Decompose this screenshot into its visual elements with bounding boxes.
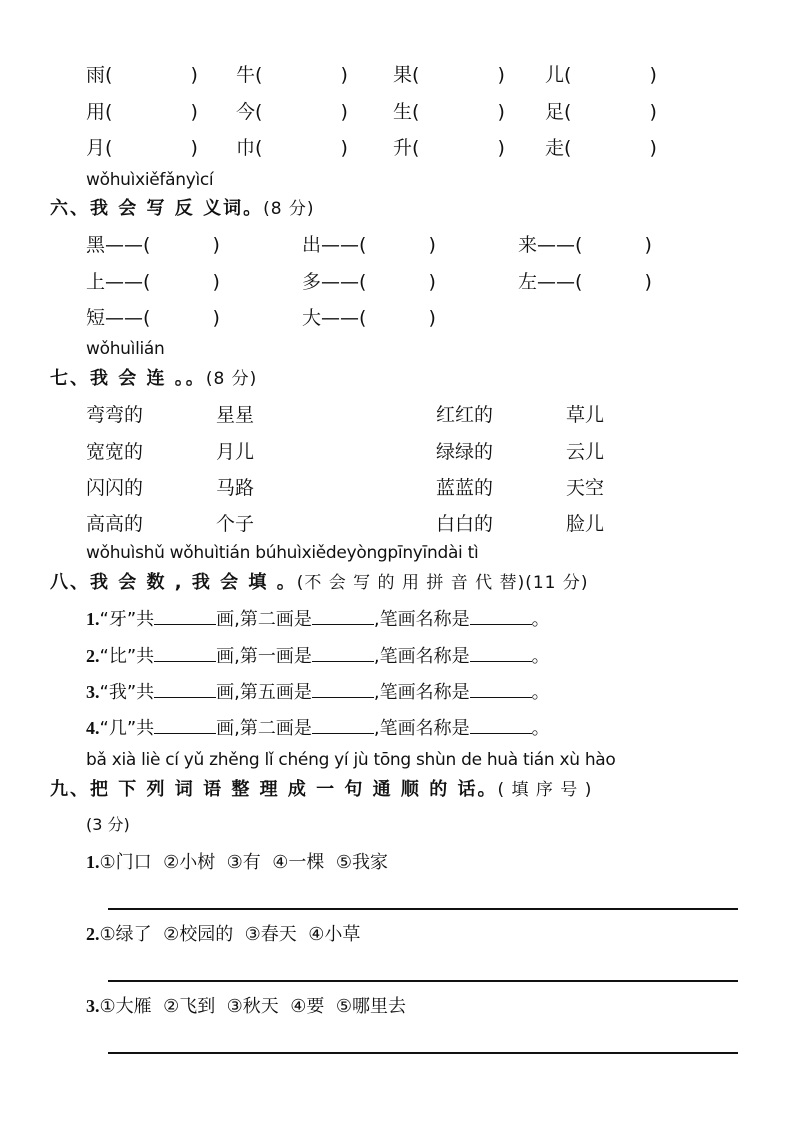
- paren-open: (: [359, 307, 367, 329]
- dash: ——: [105, 307, 144, 329]
- paren-open: (: [359, 271, 367, 293]
- paren-open: (: [359, 234, 367, 256]
- paren-close: ): [497, 101, 505, 123]
- dash: ——: [321, 271, 360, 293]
- paren-open: (: [105, 137, 113, 159]
- paren-close: ): [649, 64, 657, 86]
- paren-open: (: [105, 101, 113, 123]
- section-9-pinyin: bǎ xià liè cí yǔ zhěng lǐ chéng yí jù tōng shùn de huà tián xù hào: [86, 750, 616, 770]
- character: 用: [86, 101, 106, 123]
- character: 牛: [236, 64, 256, 86]
- character: 生: [393, 101, 413, 123]
- paren-close: ): [649, 101, 657, 123]
- character: 出: [302, 234, 322, 256]
- stroke-question: [86, 678, 550, 704]
- paren-close: ): [428, 307, 436, 329]
- paren-open: (: [143, 307, 151, 329]
- character: 足: [545, 101, 565, 123]
- answer-line[interactable]: [108, 908, 738, 910]
- character: 巾: [236, 137, 256, 159]
- section-6-score: (8 分): [263, 199, 315, 219]
- match-word[interactable]: 蓝蓝的: [436, 477, 494, 499]
- section-9-note: ( 填 序 号 ): [497, 780, 593, 800]
- paren-close: ): [190, 101, 198, 123]
- match-word[interactable]: 高高的: [86, 513, 144, 535]
- paren-close: ): [428, 271, 436, 293]
- stroke-question: [86, 714, 550, 740]
- stroke-blank[interactable]: [312, 679, 374, 698]
- match-word[interactable]: 闪闪的: [86, 477, 144, 499]
- paren-close: ): [212, 307, 220, 329]
- answer-line[interactable]: [108, 1052, 738, 1054]
- dash: ——: [105, 271, 144, 293]
- question-mid: 画,第二画是: [216, 609, 312, 630]
- section-6-title: 六、我 会 写 反 义词。: [50, 198, 264, 219]
- question-number: 3.: [86, 682, 100, 702]
- char-item: [236, 133, 348, 160]
- char-item: [236, 97, 348, 124]
- paren-close: ): [497, 64, 505, 86]
- antonym-item: [302, 230, 436, 257]
- paren-open: (: [255, 137, 263, 159]
- paren-open: (: [575, 234, 583, 256]
- paren-open: (: [575, 271, 583, 293]
- match-word[interactable]: 天空: [566, 477, 605, 499]
- char-item: [545, 133, 657, 160]
- match-word[interactable]: 月儿: [216, 441, 255, 463]
- stroke-question: [86, 605, 550, 631]
- stroke-blank[interactable]: [312, 606, 374, 625]
- paren-open: (: [564, 137, 572, 159]
- match-word[interactable]: 红红的: [436, 404, 494, 426]
- question-mid: 画,第二画是: [216, 718, 312, 739]
- paren-close: ): [212, 234, 220, 256]
- paren-close: ): [340, 137, 348, 159]
- question-char: “我”共: [99, 682, 155, 703]
- paren-open: (: [255, 64, 263, 86]
- word-options: ①门口 ②小树 ③有 ④一棵 ⑤我家: [99, 852, 388, 873]
- character: 短: [86, 307, 106, 329]
- char-item: [393, 133, 505, 160]
- dash: ——: [321, 307, 360, 329]
- paren-open: (: [564, 64, 572, 86]
- stroke-name-blank[interactable]: [470, 715, 532, 734]
- match-word[interactable]: 白白的: [436, 513, 494, 535]
- section-9-heading: [50, 775, 592, 801]
- section-7-pinyin: wǒhuìlián: [86, 339, 165, 359]
- antonym-item: [86, 230, 220, 257]
- sentence-question: [86, 992, 406, 1018]
- question-number: 1.: [86, 609, 100, 629]
- paren-open: (: [255, 101, 263, 123]
- paren-close: ): [190, 64, 198, 86]
- match-word[interactable]: 个子: [216, 513, 255, 535]
- match-word[interactable]: 草儿: [566, 404, 605, 426]
- stroke-name-blank[interactable]: [470, 643, 532, 662]
- question-end: ,笔画名称是: [373, 646, 470, 667]
- paren-open: (: [412, 137, 420, 159]
- char-item: [86, 97, 198, 124]
- section-8-pinyin: wǒhuìshǔ wǒhuìtián búhuìxiědeyòngpīnyīndài tì: [86, 543, 479, 563]
- question-char: “几”共: [99, 718, 155, 739]
- section-9-score: (3 分): [86, 815, 130, 834]
- question-number: 4.: [86, 718, 100, 738]
- full-stop: 。: [531, 682, 550, 703]
- antonym-item: [86, 267, 220, 294]
- answer-line[interactable]: [108, 980, 738, 982]
- question-char: “牙”共: [99, 609, 155, 630]
- question-end: ,笔画名称是: [373, 718, 470, 739]
- paren-open: (: [564, 101, 572, 123]
- dash: ——: [537, 234, 576, 256]
- character: 雨: [86, 64, 106, 86]
- section-7-score: (8 分): [205, 369, 258, 389]
- antonym-item: [302, 267, 436, 294]
- question-mid: 画,第五画是: [216, 682, 312, 703]
- paren-close: ): [428, 234, 436, 256]
- match-word[interactable]: 马路: [216, 477, 255, 499]
- antonym-item: [302, 303, 436, 330]
- char-item: [86, 133, 198, 160]
- character: 多: [302, 271, 322, 293]
- paren-close: ): [190, 137, 198, 159]
- character: 走: [545, 137, 565, 159]
- section-8-title: 八、我 会 数 , 我 会 填 。: [50, 572, 297, 593]
- question-mid: 画,第一画是: [216, 646, 312, 667]
- section-7-heading: [50, 364, 257, 390]
- stroke-count-blank[interactable]: [154, 715, 216, 734]
- word-options: ①大雁 ②飞到 ③秋天 ④要 ⑤哪里去: [99, 996, 406, 1017]
- char-item: [393, 60, 505, 87]
- paren-open: (: [143, 271, 151, 293]
- question-number: 1.: [86, 852, 100, 872]
- character: 来: [518, 234, 538, 256]
- char-item: [86, 60, 198, 87]
- character: 黑: [86, 234, 106, 256]
- char-item: [236, 60, 348, 87]
- paren-close: ): [340, 101, 348, 123]
- question-number: 2.: [86, 646, 100, 666]
- section-9-title: 九、把 下 列 词 语 整 理 成 一 句 通 顺 的 话。: [50, 779, 498, 800]
- stroke-name-blank[interactable]: [470, 606, 532, 625]
- paren-close: ): [649, 137, 657, 159]
- section-6-pinyin: wǒhuìxiěfǎnyìcí: [86, 170, 214, 190]
- paren-open: (: [143, 234, 151, 256]
- paren-close: ): [644, 234, 652, 256]
- match-word[interactable]: 星星: [216, 404, 255, 426]
- antonym-item: [518, 267, 652, 294]
- stroke-blank[interactable]: [312, 643, 374, 662]
- character: 左: [518, 271, 538, 293]
- paren-open: (: [412, 64, 420, 86]
- paren-close: ): [340, 64, 348, 86]
- stroke-count-blank[interactable]: [154, 679, 216, 698]
- paren-close: ): [497, 137, 505, 159]
- character: 果: [393, 64, 413, 86]
- antonym-item: [518, 230, 652, 257]
- match-word[interactable]: 弯弯的: [86, 404, 144, 426]
- character: 升: [393, 137, 413, 159]
- character: 今: [236, 101, 256, 123]
- paren-open: (: [105, 64, 113, 86]
- sentence-question: [86, 848, 388, 874]
- section-8-note: (不 会 写 的 用 拼 音 代 替)(11 分): [296, 573, 589, 593]
- section-7-title: 七、我 会 连 。。: [50, 368, 206, 389]
- full-stop: 。: [531, 646, 550, 667]
- stroke-blank[interactable]: [312, 715, 374, 734]
- character: 儿: [545, 64, 565, 86]
- stroke-count-blank[interactable]: [154, 606, 216, 625]
- dash: ——: [105, 234, 144, 256]
- question-number: 2.: [86, 924, 100, 944]
- character: 月: [86, 137, 106, 159]
- dash: ——: [321, 234, 360, 256]
- match-word[interactable]: 宽宽的: [86, 441, 144, 463]
- question-char: “比”共: [99, 646, 155, 667]
- paren-open: (: [412, 101, 420, 123]
- char-item: [545, 60, 657, 87]
- antonym-item: [86, 303, 220, 330]
- match-word[interactable]: 绿绿的: [436, 441, 494, 463]
- dash: ——: [537, 271, 576, 293]
- char-item: [545, 97, 657, 124]
- stroke-count-blank[interactable]: [154, 643, 216, 662]
- paren-close: ): [644, 271, 652, 293]
- question-end: ,笔画名称是: [373, 682, 470, 703]
- section-6-heading: [50, 194, 315, 220]
- match-word[interactable]: 云儿: [566, 441, 605, 463]
- question-number: 3.: [86, 996, 100, 1016]
- question-end: ,笔画名称是: [373, 609, 470, 630]
- paren-close: ): [212, 271, 220, 293]
- char-item: [393, 97, 505, 124]
- full-stop: 。: [531, 718, 550, 739]
- stroke-name-blank[interactable]: [470, 679, 532, 698]
- character: 大: [302, 307, 322, 329]
- word-options: ①绿了 ②校园的 ③春天 ④小草: [99, 924, 361, 945]
- section-8-heading: [50, 568, 589, 594]
- stroke-question: [86, 642, 550, 668]
- full-stop: 。: [531, 609, 550, 630]
- sentence-question: [86, 920, 360, 946]
- match-word[interactable]: 脸儿: [566, 513, 605, 535]
- character: 上: [86, 271, 106, 293]
